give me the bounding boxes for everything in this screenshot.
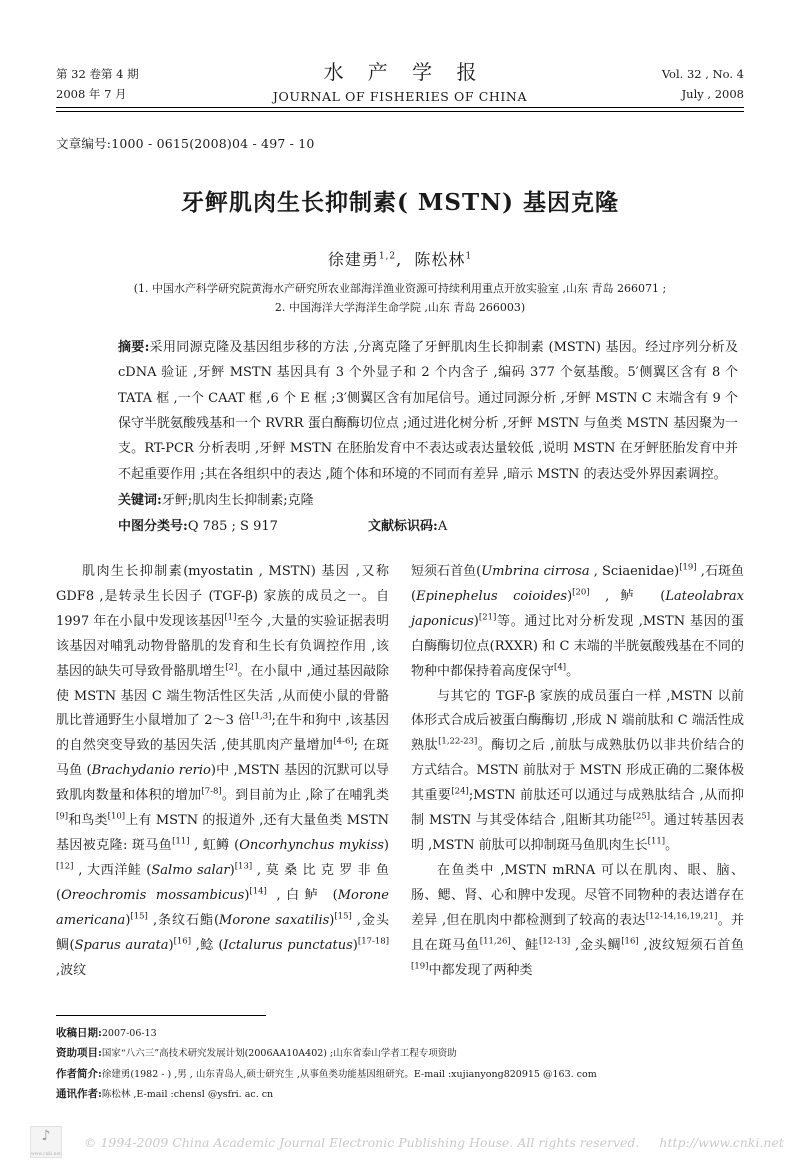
masthead-left	[56, 64, 236, 104]
volume-issue-en: Vol. 32 , No. 4	[661, 66, 744, 81]
cnki-logo-icon	[30, 1126, 62, 1158]
author-1-name: 徐建勇	[327, 249, 379, 269]
affiliation-2: 2. 中国海洋大学海洋生命学院 ,山东 青岛 266003)	[274, 300, 526, 314]
clc-label: 中图分类号:	[118, 519, 188, 535]
footnote-item	[56, 1023, 744, 1043]
footnote-list	[56, 1023, 744, 1104]
footnotes	[56, 1015, 744, 1104]
body-paragraph: 与其它的 TGF-β 家族的成员蛋白一样 ,MSTN 以前体形式合成后被蛋白酶酶切 ,形成 N 端前肽和 C 端活性成熟肽[1,22-23]。酶切之后 ,前肽与成熟肽仍以非共价结合的方式结合。MSTN 前肽对于 MSTN 形成正确的二聚体极其重要[24];MSTN 前肽还可以通过与成熟肽结合 ,从而抑制 MSTN 与其受体结合 ,阻断其功能[25]。通过转基因表明 ,MSTN 前肽可以抑制斑马鱼肌肉生长[11]。	[411, 688, 744, 854]
footnote-key: 通讯作者:	[56, 1087, 102, 1100]
keywords-text: 牙鲆;肌肉生长抑制素;克隆	[161, 493, 314, 509]
author-2-name: 陈松林	[414, 249, 466, 269]
masthead-center	[236, 56, 564, 104]
footnote-rule	[56, 1015, 266, 1016]
masthead	[56, 0, 744, 104]
left-column	[56, 560, 389, 984]
cnki-url[interactable]: http://www.cnki.net	[659, 1134, 784, 1150]
affiliation-1: (1. 中国水产科学研究院黄海水产研究所农业部海洋渔业资源可持续利用重点开放实验室 ,山东 青岛 266071 ;	[133, 281, 667, 295]
footnote-item	[56, 1043, 744, 1063]
author-1-affil-marker: 1,2	[378, 251, 397, 262]
body-columns	[56, 560, 744, 984]
body-paragraph: 在鱼类中 ,MSTN mRNA 可以在肌肉、眼、脑、肠、鳃、肾、心和脾中发现。尽管不同物种的表达谱存在差异 ,但在肌肉中都检测到了较高的表达[12-14,16,19,21]。并且在斑马鱼[11,26]、鲑[12-13] ,金头鲷[16] ,波纹短须石首鱼[19]中都发现了两种类	[411, 863, 744, 978]
clc-value: Q 785 ; S 917	[187, 519, 278, 535]
author-line	[56, 247, 744, 270]
cnki-copyright-text	[84, 1135, 784, 1150]
body-paragraph: 肌肉生长抑制素(myostatin , MSTN) 基因 ,又称 GDF8 ,是转录生长因子 (TGF-β) 家族的成员之一。自 1997 年在小鼠中发现该基因[1]至今 ,大量的实验证据表明该基因对哺乳动物骨骼肌的发育和生长有负调控作用 ,该基因的缺失可导致骨骼肌增生[2]。在小鼠中 ,通过基因敲除使 MSTN 基因 C 端生物活性区失活 ,从而使小鼠的骨骼肌比普通野生小鼠增加了 2～3 倍[1,3];在牛和狗中 ,该基因的自然突变导致的基因失活 ,使其肌肉产量增加[4-6]; 在斑马鱼 (Brachydanio rerio)中 ,MSTN 基因的沉默可以导致肌肉数量和体积的增加[7-8]。到目前为止 ,除了在哺乳类[9]和鸟类[10]上有 MSTN 的报道外 ,还有大量鱼类 MSTN 基因被克隆: 斑马鱼[11] , 虹鳟 (Oncorhynchus mykiss)[12] , 大西洋鲑 (Salmo salar)[13] , 莫 桑 比 克 罗 非 鱼 (Oreochromis mossambicus)[14] ,白鲈 (Morone americana)[15] ,条纹石鮨(Morone saxatilis)[15] ,金头鲷(Sparus aurata)[16] ,鲶 (Ictalurus punctatus)[17-18] ,波纹	[56, 563, 390, 978]
clc-group	[118, 514, 368, 539]
masthead-rule	[56, 107, 744, 112]
masthead-right	[564, 64, 744, 104]
body-paragraph: 短须石首鱼(Umbrina cirrosa , Sciaenidae)[19] ,石斑鱼 (Epinephelus coioides)[20] ,鲈 (Lateolabrax japonicus)[21]等。通过比对分析发现 ,MSTN 基因的蛋白酶酶切位点(RXXR) 和 C 末端的半胱氨酸残基在不同的物种中都保持着高度保守[4]。	[411, 562, 744, 679]
footnote-key: 收稿日期:	[56, 1027, 102, 1040]
clc-line	[118, 514, 738, 539]
keywords-line	[118, 488, 738, 513]
keywords-label: 关键词:	[118, 493, 162, 509]
footnote-value: 国家“八六三”高技术研究发展计划(2006AA10A402) ;山东省泰山学者工程专项资助	[101, 1048, 457, 1060]
doc-code-group	[368, 514, 447, 539]
abstract-block	[56, 335, 744, 540]
abstract-paragraph	[118, 335, 738, 487]
date-en: July , 2008	[681, 86, 744, 101]
journal-title-cn: 水 产 学 报	[323, 60, 486, 84]
footnote-item	[56, 1064, 744, 1084]
volume-issue-cn: 第 32 卷第 4 期	[56, 66, 139, 81]
cnki-logo-glyph: ♪	[41, 1128, 51, 1144]
author-separator: ,	[396, 249, 403, 269]
footnote-value: 陈松林 ,E-mail :chensl @ysfri. ac. cn	[101, 1088, 274, 1100]
right-column	[411, 560, 744, 984]
doc-code-label: 文献标识码:	[368, 519, 438, 535]
abstract-text: 采用同源克隆及基因组步移的方法 ,分离克隆了牙鲆肌肉生长抑制素 (MSTN) 基因。经过序列分析及 cDNA 验证 ,牙鲆 MSTN 基因具有 3 个外显子和 2 个内含子 ,编码 377 个氨基酸。5′侧翼区含有 8 个 TATA 框 ,一个 CAAT 框 ,6 个 E 框 ;3′侧翼区含有加尾信号。通过同源分析 ,牙鲆 MSTN C 末端含有 9 个保守半胱氨酸残基和一个 RVRR 蛋白酶酶切位点 ;通过进化树分析 ,牙鲆 MSTN 与鱼类 MSTN 基因聚为一支。RT-PCR 分析表明 ,牙鲆 MSTN 在胚胎发育中不表达或表达量较低 ,说明 MSTN 在牙鲆胚胎发育中并不起重要作用 ;其在各组织中的表达 ,随个体和环境的不同而有差异 ,暗示 MSTN 的表达受外界因素调控。	[118, 340, 738, 482]
affiliations	[56, 279, 744, 318]
footnote-value: 2007-06-13	[101, 1028, 157, 1040]
article-number: 文章编号:1000 - 0615(2008)04 - 497 - 10	[56, 135, 315, 151]
cnki-logo-subtext: www.cnki.net	[31, 1151, 61, 1156]
abstract-label: 摘要:	[118, 340, 150, 355]
footnote-item	[56, 1084, 744, 1104]
author-2-affil-marker: 1	[465, 251, 473, 262]
cnki-copyright: © 1994-2009 China Academic Journal Electronic Publishing House. All rights reserved.	[84, 1134, 640, 1150]
footnote-key: 资助项目:	[56, 1047, 102, 1060]
date-cn: 2008 年 7 月	[56, 86, 127, 101]
page-title: 牙鲆肌肉生长抑制素( MSTN) 基因克隆	[181, 188, 619, 216]
footnote-key: 作者简介:	[56, 1067, 102, 1080]
footnote-value: 徐建勇(1982 - ) ,男 , 山东青岛人,硕士研究生 ,从事鱼类功能基因组研究。E-mail :xujianyong820915 @163. com	[101, 1068, 597, 1080]
doc-code-value: A	[437, 519, 448, 535]
journal-title-en: JOURNAL OF FISHERIES OF CHINA	[272, 89, 528, 104]
cnki-footer	[0, 1120, 800, 1164]
